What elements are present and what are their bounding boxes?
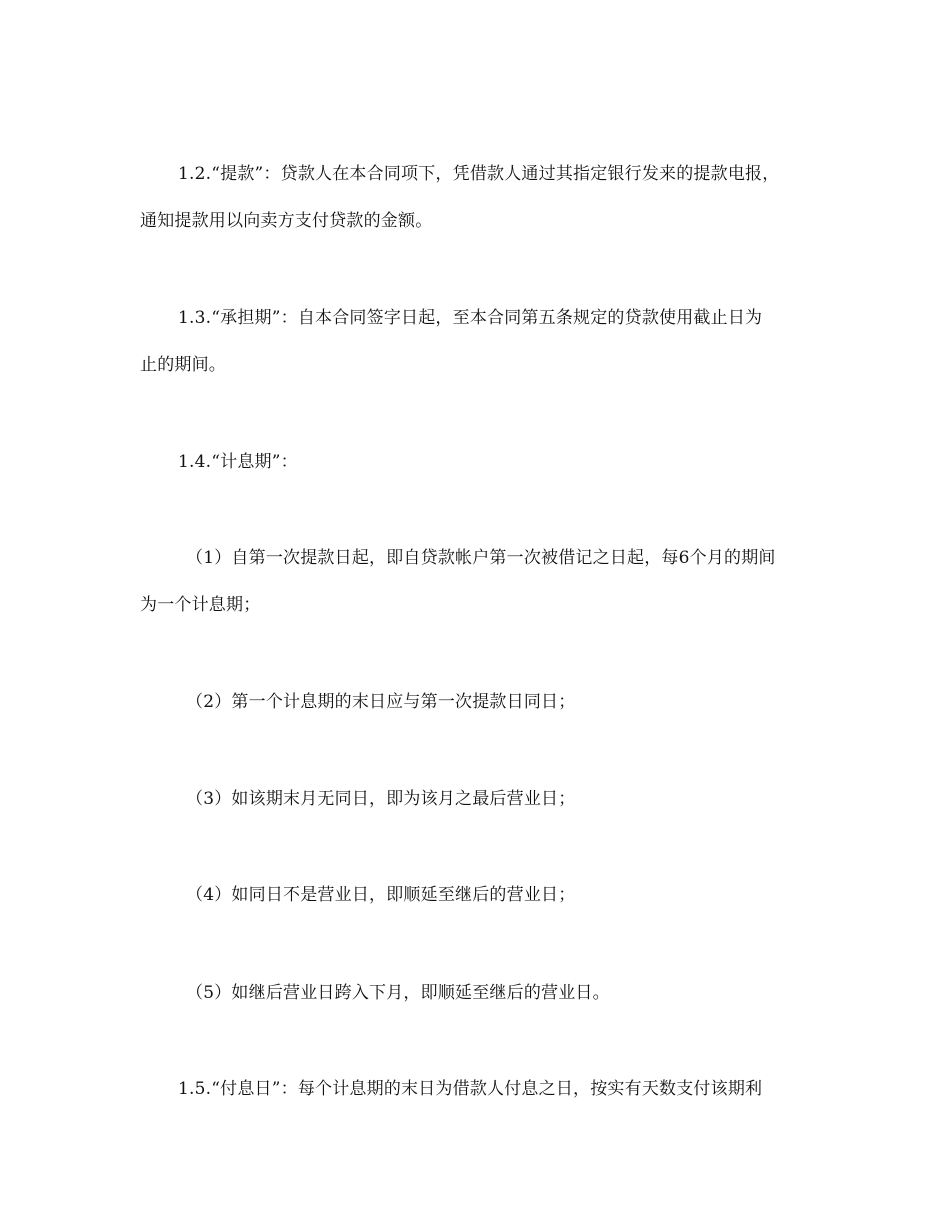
section-1-2-line-1: 1.2.“提款”：贷款人在本合同项下，凭借款人通过其指定银行发来的提款电报， [178,164,780,184]
section-1-4-heading: 1.4.“计息期”： [178,452,298,472]
section-1-3-line-2: 止的期间。 [140,355,226,375]
section-1-4-item-4: （4）如同日不是营业日，即顺延至继后的营业日； [186,885,576,905]
section-1-4-item-1-line-1: （1）自第一次提款日起，即自贷款帐户第一次被借记之日起，每6个月的期间 [186,548,776,568]
section-1-3-line-1: 1.3.“承担期”：自本合同签字日起，至本合同第五条规定的贷款使用截止日为 [178,308,763,328]
section-1-2-line-2: 通知提款用以向卖方支付贷款的金额。 [140,211,433,231]
section-1-4-item-5: （5）如继后营业日跨入下月，即顺延至继后的营业日。 [186,983,610,1003]
section-1-4-item-2: （2）第一个计息期的末日应与第一次提款日同日； [186,692,576,712]
section-1-4-item-3: （3）如该期末月无同日，即为该月之最后营业日； [186,789,576,809]
section-1-5-line-1: 1.5.“付息日”：每个计息期的末日为借款人付息之日，按实有天数支付该期利 [178,1079,763,1099]
section-1-4-item-1-line-2: 为一个计息期； [140,595,261,615]
